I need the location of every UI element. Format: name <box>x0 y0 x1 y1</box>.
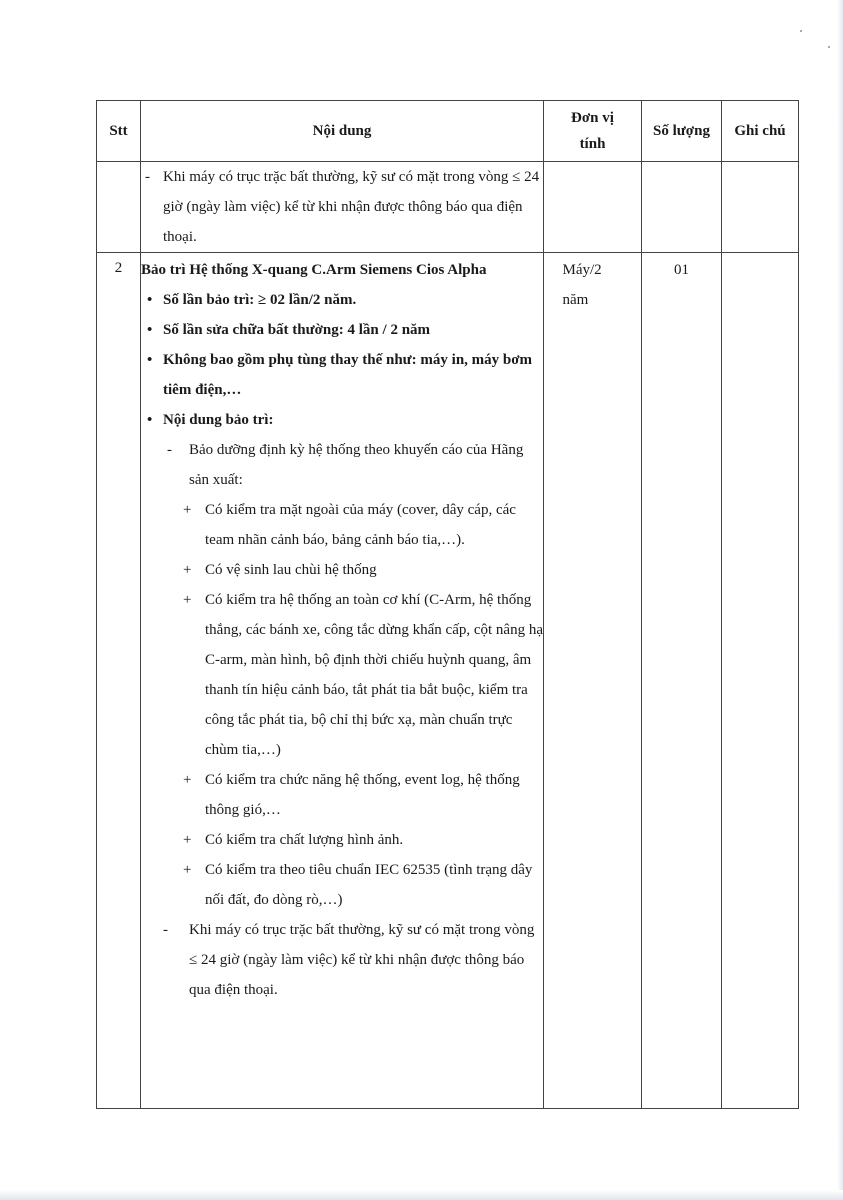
list-item <box>141 162 543 252</box>
scan-edge <box>837 0 843 1200</box>
unit-value: Máy/2 năm <box>562 262 602 308</box>
plus-marker: + <box>183 832 192 848</box>
bullet-marker: • <box>147 322 153 338</box>
list-item <box>141 315 543 345</box>
list-item <box>141 495 543 555</box>
table-row <box>97 253 799 1109</box>
breakdown-note: Khi máy có trục trặc bất thường, kỹ sư có mặt trong vòng ≤ 24 giờ (ngày làm việc) kể từ khi nhận được thông báo qua điện thoại. <box>189 922 535 998</box>
list-item <box>141 825 543 855</box>
list-item <box>141 405 543 435</box>
header-unit-line1: Đơn vị <box>571 110 614 126</box>
row-qty <box>642 162 722 253</box>
list-item <box>141 435 543 495</box>
table-header-row <box>97 101 799 162</box>
header-qty: Số lượng <box>642 101 722 162</box>
header-stt: Stt <box>97 101 141 162</box>
scan-edge <box>0 1190 843 1200</box>
bullet-marker: • <box>147 352 153 368</box>
row-stt: 2 <box>97 253 141 1109</box>
row-note <box>722 162 799 253</box>
bullet-text: Số lần bảo trì: ≥ 02 lần/2 năm. <box>163 292 357 308</box>
maintenance-item: Có vệ sinh lau chùi hệ thống <box>205 562 377 578</box>
plus-marker: + <box>183 502 192 518</box>
row-stt <box>97 162 141 253</box>
dash-marker: - <box>145 169 150 185</box>
continued-note-text: Khi máy có trục trặc bất thường, kỹ sư có mặt trong vòng ≤ 24 giờ (ngày làm việc) kể từ khi nhận được thông báo qua điện thoại. <box>163 169 540 245</box>
maintenance-item: Có kiểm tra chức năng hệ thống, event log, hệ thống thông gió,… <box>205 772 520 818</box>
maintenance-item: Có kiểm tra theo tiêu chuẩn IEC 62535 (tình trạng dây nối đất, đo dòng rò,…) <box>205 862 533 908</box>
dash-marker: - <box>167 442 172 458</box>
list-item <box>141 585 543 765</box>
item-title: Bảo trì Hệ thống X-quang C.Arm Siemens Cios Alpha <box>141 262 487 278</box>
maintenance-item: Có kiểm tra mặt ngoài của máy (cover, dây cáp, các team nhãn cảnh báo, bảng cảnh báo tia,…). <box>205 502 516 548</box>
row-content <box>141 253 544 1109</box>
list-item <box>141 555 543 585</box>
specification-table <box>96 100 799 1109</box>
bullet-text: Nội dung bảo trì: <box>163 412 274 428</box>
row-qty: 01 <box>642 253 722 1109</box>
scan-speck <box>800 30 802 32</box>
row-note <box>722 253 799 1109</box>
plus-marker: + <box>183 772 192 788</box>
table-row <box>97 162 799 253</box>
header-note: Ghi chú <box>722 101 799 162</box>
list-item <box>141 915 543 1005</box>
row-unit <box>544 162 642 253</box>
maintenance-item: Có kiểm tra hệ thống an toàn cơ khí (C-Arm, hệ thống thắng, các bánh xe, công tắc dừng khẩn cấp, cột nâng hạ C-arm, màn hình, bộ định thời chiếu huỳnh quang, âm thanh tín hiệu cảnh báo, tắt phát tia bắt buộc, kiểm tra công tắc phát tia, bộ chỉ thị bức xạ, màn chuẩn trực chùm tia,…) <box>205 592 543 758</box>
list-item <box>141 855 543 915</box>
maintenance-intro: Bảo dưỡng định kỳ hệ thống theo khuyến cáo của Hãng sản xuất: <box>189 442 524 488</box>
header-unit <box>544 101 642 162</box>
bullet-text: Số lần sửa chữa bất thường: 4 lần / 2 năm <box>163 322 431 338</box>
plus-marker: + <box>183 862 192 878</box>
header-unit-line2: tính <box>579 136 606 152</box>
list-item <box>141 345 543 405</box>
dash-marker: - <box>163 922 168 938</box>
row-unit <box>544 253 642 1109</box>
plus-marker: + <box>183 562 192 578</box>
bullet-marker: • <box>147 292 153 308</box>
maintenance-item: Có kiểm tra chất lượng hình ảnh. <box>205 832 404 848</box>
row-content <box>141 162 544 253</box>
header-content: Nội dung <box>141 101 544 162</box>
list-item <box>141 285 543 315</box>
list-item <box>141 765 543 825</box>
scan-speck <box>828 46 830 48</box>
bullet-text: Không bao gồm phụ tùng thay thế như: máy in, máy bơm tiêm điện,… <box>163 352 533 398</box>
plus-marker: + <box>183 592 192 608</box>
bullet-marker: • <box>147 412 153 428</box>
